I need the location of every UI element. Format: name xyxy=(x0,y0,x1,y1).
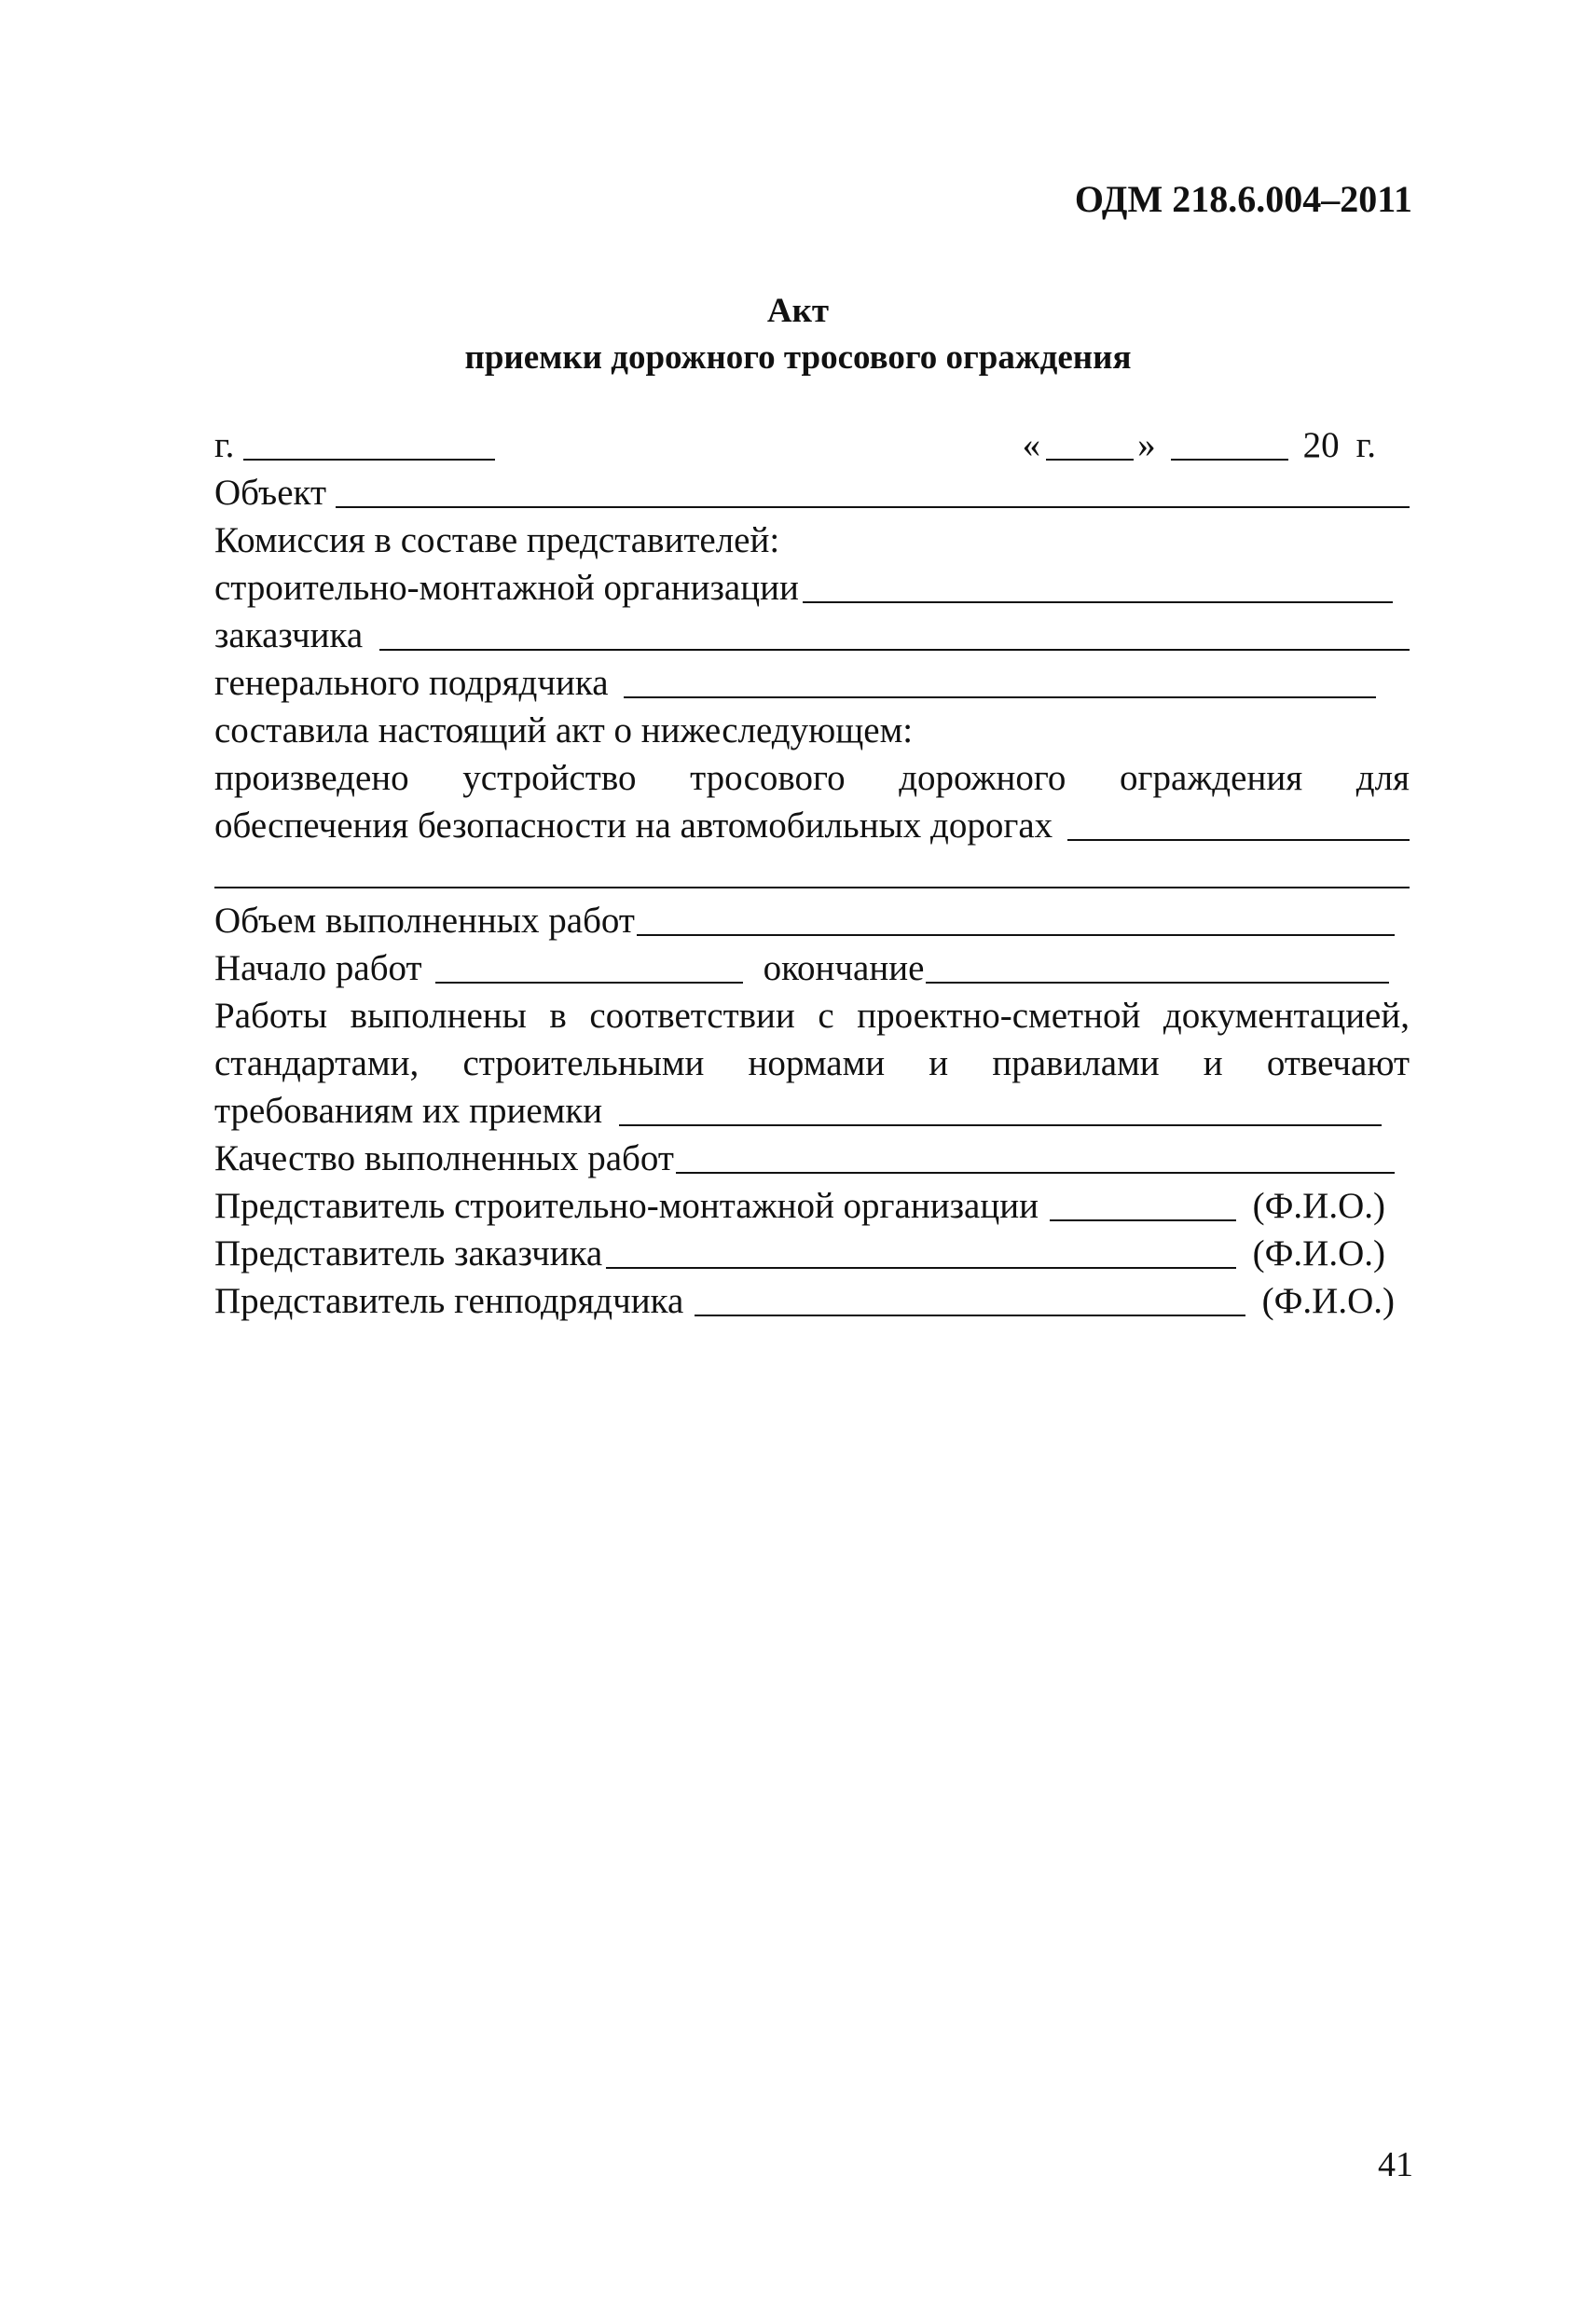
year-prefix: 20 xyxy=(1302,425,1340,465)
roads-continuation-row xyxy=(214,852,1410,900)
act-form xyxy=(214,424,1410,1328)
roads-field[interactable] xyxy=(1067,838,1410,841)
compliance-text-3: требованиям их приемки xyxy=(214,1091,603,1131)
rep-contractor-row xyxy=(214,1185,1410,1232)
city-field[interactable] xyxy=(243,458,495,461)
rep-general-fio: (Ф.И.О.) xyxy=(1261,1281,1395,1321)
rep-general-label: Представитель генподрядчика xyxy=(214,1281,684,1321)
volume-label: Объем выполненных работ xyxy=(214,901,635,941)
start-field[interactable] xyxy=(435,981,743,984)
date-close-quote: » xyxy=(1137,425,1156,465)
customer-field[interactable] xyxy=(379,648,1410,651)
rep-customer-fio: (Ф.И.О.) xyxy=(1252,1233,1385,1274)
city-date-row xyxy=(214,424,1410,472)
rep-general-field[interactable] xyxy=(695,1314,1245,1316)
performed-text-1: произведено устройство тросового дорожного ограждения для xyxy=(214,758,1410,798)
object-row xyxy=(214,472,1410,519)
compliance-text-1: Работы выполнены в соответствии с проектно-сметной документацией, xyxy=(214,996,1410,1036)
rep-customer-label: Представитель заказчика xyxy=(214,1233,603,1274)
rep-contractor-field[interactable] xyxy=(1050,1218,1236,1221)
performed-text-2: обеспечения безопасности на автомобильных дорогах xyxy=(214,805,1053,846)
performed-row-1 xyxy=(214,757,1410,805)
rep-customer-field[interactable] xyxy=(606,1266,1235,1269)
customer-row xyxy=(214,614,1410,662)
roads-continuation-field[interactable] xyxy=(214,886,1410,888)
act-title: Акт xyxy=(766,292,830,330)
composed-row xyxy=(214,709,1410,757)
contractor-label: строительно-монтажной организации xyxy=(214,568,799,608)
customer-label: заказчика xyxy=(214,615,364,655)
compliance-row-3 xyxy=(214,1090,1410,1137)
compliance-row-1 xyxy=(214,995,1410,1042)
acceptance-field[interactable] xyxy=(619,1123,1382,1126)
document-code: ОДМ 218.6.004–2011 xyxy=(1074,178,1412,220)
quality-label: Качество выполненных работ xyxy=(214,1138,674,1178)
contractor-row xyxy=(214,567,1410,614)
rep-contractor-fio: (Ф.И.О.) xyxy=(1252,1186,1385,1226)
month-field[interactable] xyxy=(1171,458,1288,461)
composed-label: составила настоящий акт о нижеследующем: xyxy=(214,710,914,750)
rep-contractor-label: Представитель строительно-монтажной организации xyxy=(214,1186,1039,1226)
start-end-row xyxy=(214,947,1410,995)
page-number: 41 xyxy=(1378,2145,1413,2184)
compliance-text-2: стандартами, строительными нормами и правилами и отвечают xyxy=(214,1043,1410,1083)
start-label: Начало работ xyxy=(214,948,422,988)
end-label: окончание xyxy=(763,948,925,988)
object-label: Объект xyxy=(214,473,326,513)
volume-row xyxy=(214,900,1410,947)
general-contractor-field[interactable] xyxy=(624,695,1376,698)
city-prefix: г. xyxy=(214,425,235,465)
compliance-row-2 xyxy=(214,1042,1410,1090)
quality-row xyxy=(214,1137,1410,1185)
commission-row xyxy=(214,519,1410,567)
volume-field[interactable] xyxy=(637,933,1395,936)
date-open-quote: « xyxy=(1022,425,1041,465)
performed-row-2 xyxy=(214,805,1410,852)
object-field[interactable] xyxy=(336,505,1410,508)
general-contractor-label: генерального подрядчика xyxy=(214,663,609,703)
end-field[interactable] xyxy=(926,981,1389,984)
quality-field[interactable] xyxy=(676,1171,1395,1174)
rep-customer-row xyxy=(214,1232,1410,1280)
day-field[interactable] xyxy=(1046,458,1134,461)
year-suffix: г. xyxy=(1355,425,1376,465)
act-subtitle: приемки дорожного тросового ограждения xyxy=(464,338,1132,377)
general-contractor-row xyxy=(214,662,1410,709)
commission-label: Комиссия в составе представителей: xyxy=(214,520,780,560)
rep-general-row xyxy=(214,1280,1410,1328)
contractor-field[interactable] xyxy=(803,600,1393,603)
